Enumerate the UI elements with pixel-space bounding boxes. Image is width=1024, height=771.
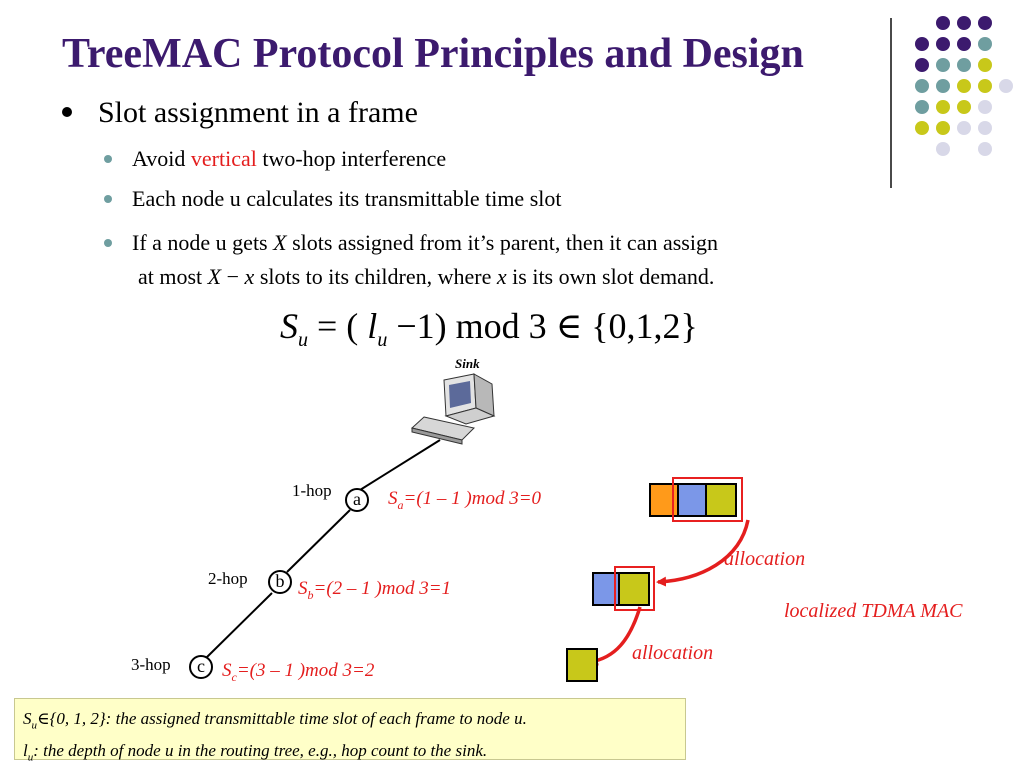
note-2-text: : the depth of node u in the routing tree, e.g., hop count to the sink. [33, 741, 488, 761]
formula-l: l [367, 306, 378, 346]
eq-a-post: =(1 – 1 )mod 3=0 [403, 488, 542, 509]
line2-minus: − [221, 264, 245, 289]
sub-bullet-3-post: slots assigned from it’s parent, then it can assign [286, 230, 718, 255]
note-2-l: l [23, 741, 28, 761]
line2-post: is its own slot demand. [506, 264, 715, 289]
sink-label: Sink [455, 356, 480, 371]
edge-sink-a [360, 440, 440, 490]
equation-c [222, 660, 374, 685]
definition-note [14, 698, 686, 764]
node-c: c [189, 655, 213, 679]
hop-label-1: 1-hop [292, 481, 332, 500]
equation-b [298, 578, 451, 603]
formula-sub-u: u [298, 329, 308, 352]
eq-c-post: =(3 – 1 )mod 3=2 [236, 660, 375, 681]
slot-block-olive-3 [566, 648, 598, 682]
eq-b-s: S [298, 578, 308, 599]
formula-sub-u-2: u [377, 329, 388, 352]
tdma-label: localized TDMA MAC [784, 600, 963, 622]
line2-var-x: x [244, 264, 255, 289]
note-line-2 [23, 738, 677, 770]
formula-s: S [280, 306, 298, 346]
node-a: a [345, 488, 369, 512]
eq-b-sub: b [307, 587, 314, 602]
sub-bullet-1-pre: Avoid [132, 146, 191, 171]
line2-var-x-cap: X [207, 264, 222, 289]
edge-a-b [287, 510, 350, 572]
node-b: b [268, 570, 292, 594]
eq-c-sub: c [231, 669, 237, 684]
slide-title: TreeMAC Protocol Principles and Design [62, 31, 804, 77]
formula-eq: = ( [308, 306, 368, 346]
sub-bullet-3-pre: If a node u gets [132, 230, 274, 255]
hop-label-3: 3-hop [131, 655, 171, 674]
note-1-sub: u [31, 719, 37, 732]
allocation-label-2: allocation [632, 642, 714, 664]
selection-box-2 [614, 566, 655, 611]
formula-rest: −1) mod 3 ∈ {0,1,2} [387, 306, 698, 346]
sub-bullet-1-post: two-hop interference [256, 146, 447, 171]
sink-computer-icon [412, 374, 494, 444]
note-1-s: S [23, 709, 32, 728]
bullet-main-text: Slot assignment in a frame [98, 96, 418, 129]
sub-bullet-1-highlight: vertical [190, 146, 257, 171]
note-1-text: ∈{0, 1, 2}: the assigned transmittable time slot of each frame to node u. [37, 709, 527, 728]
sub-bullet-3-var: X [273, 230, 287, 255]
selection-box-1 [672, 477, 743, 522]
allocation-label-1: allocation [724, 548, 806, 570]
eq-a-sub: a [397, 497, 404, 512]
note-line-1 [23, 706, 677, 738]
hop-label-2: 2-hop [208, 569, 248, 588]
line2-var-x-2: x [496, 264, 507, 289]
sub-bullet-2-text: Each node u calculates its transmittable time slot [132, 186, 562, 211]
note-2-sub: u [27, 751, 34, 764]
eq-a-s: S [388, 488, 398, 509]
eq-b-post: =(2 – 1 )mod 3=1 [313, 578, 452, 599]
equation-a [388, 488, 541, 513]
edge-b-c [206, 593, 272, 658]
line2-pre: at most [138, 264, 208, 289]
line2-mid: slots to its children, where [254, 264, 497, 289]
eq-c-s: S [222, 660, 232, 681]
